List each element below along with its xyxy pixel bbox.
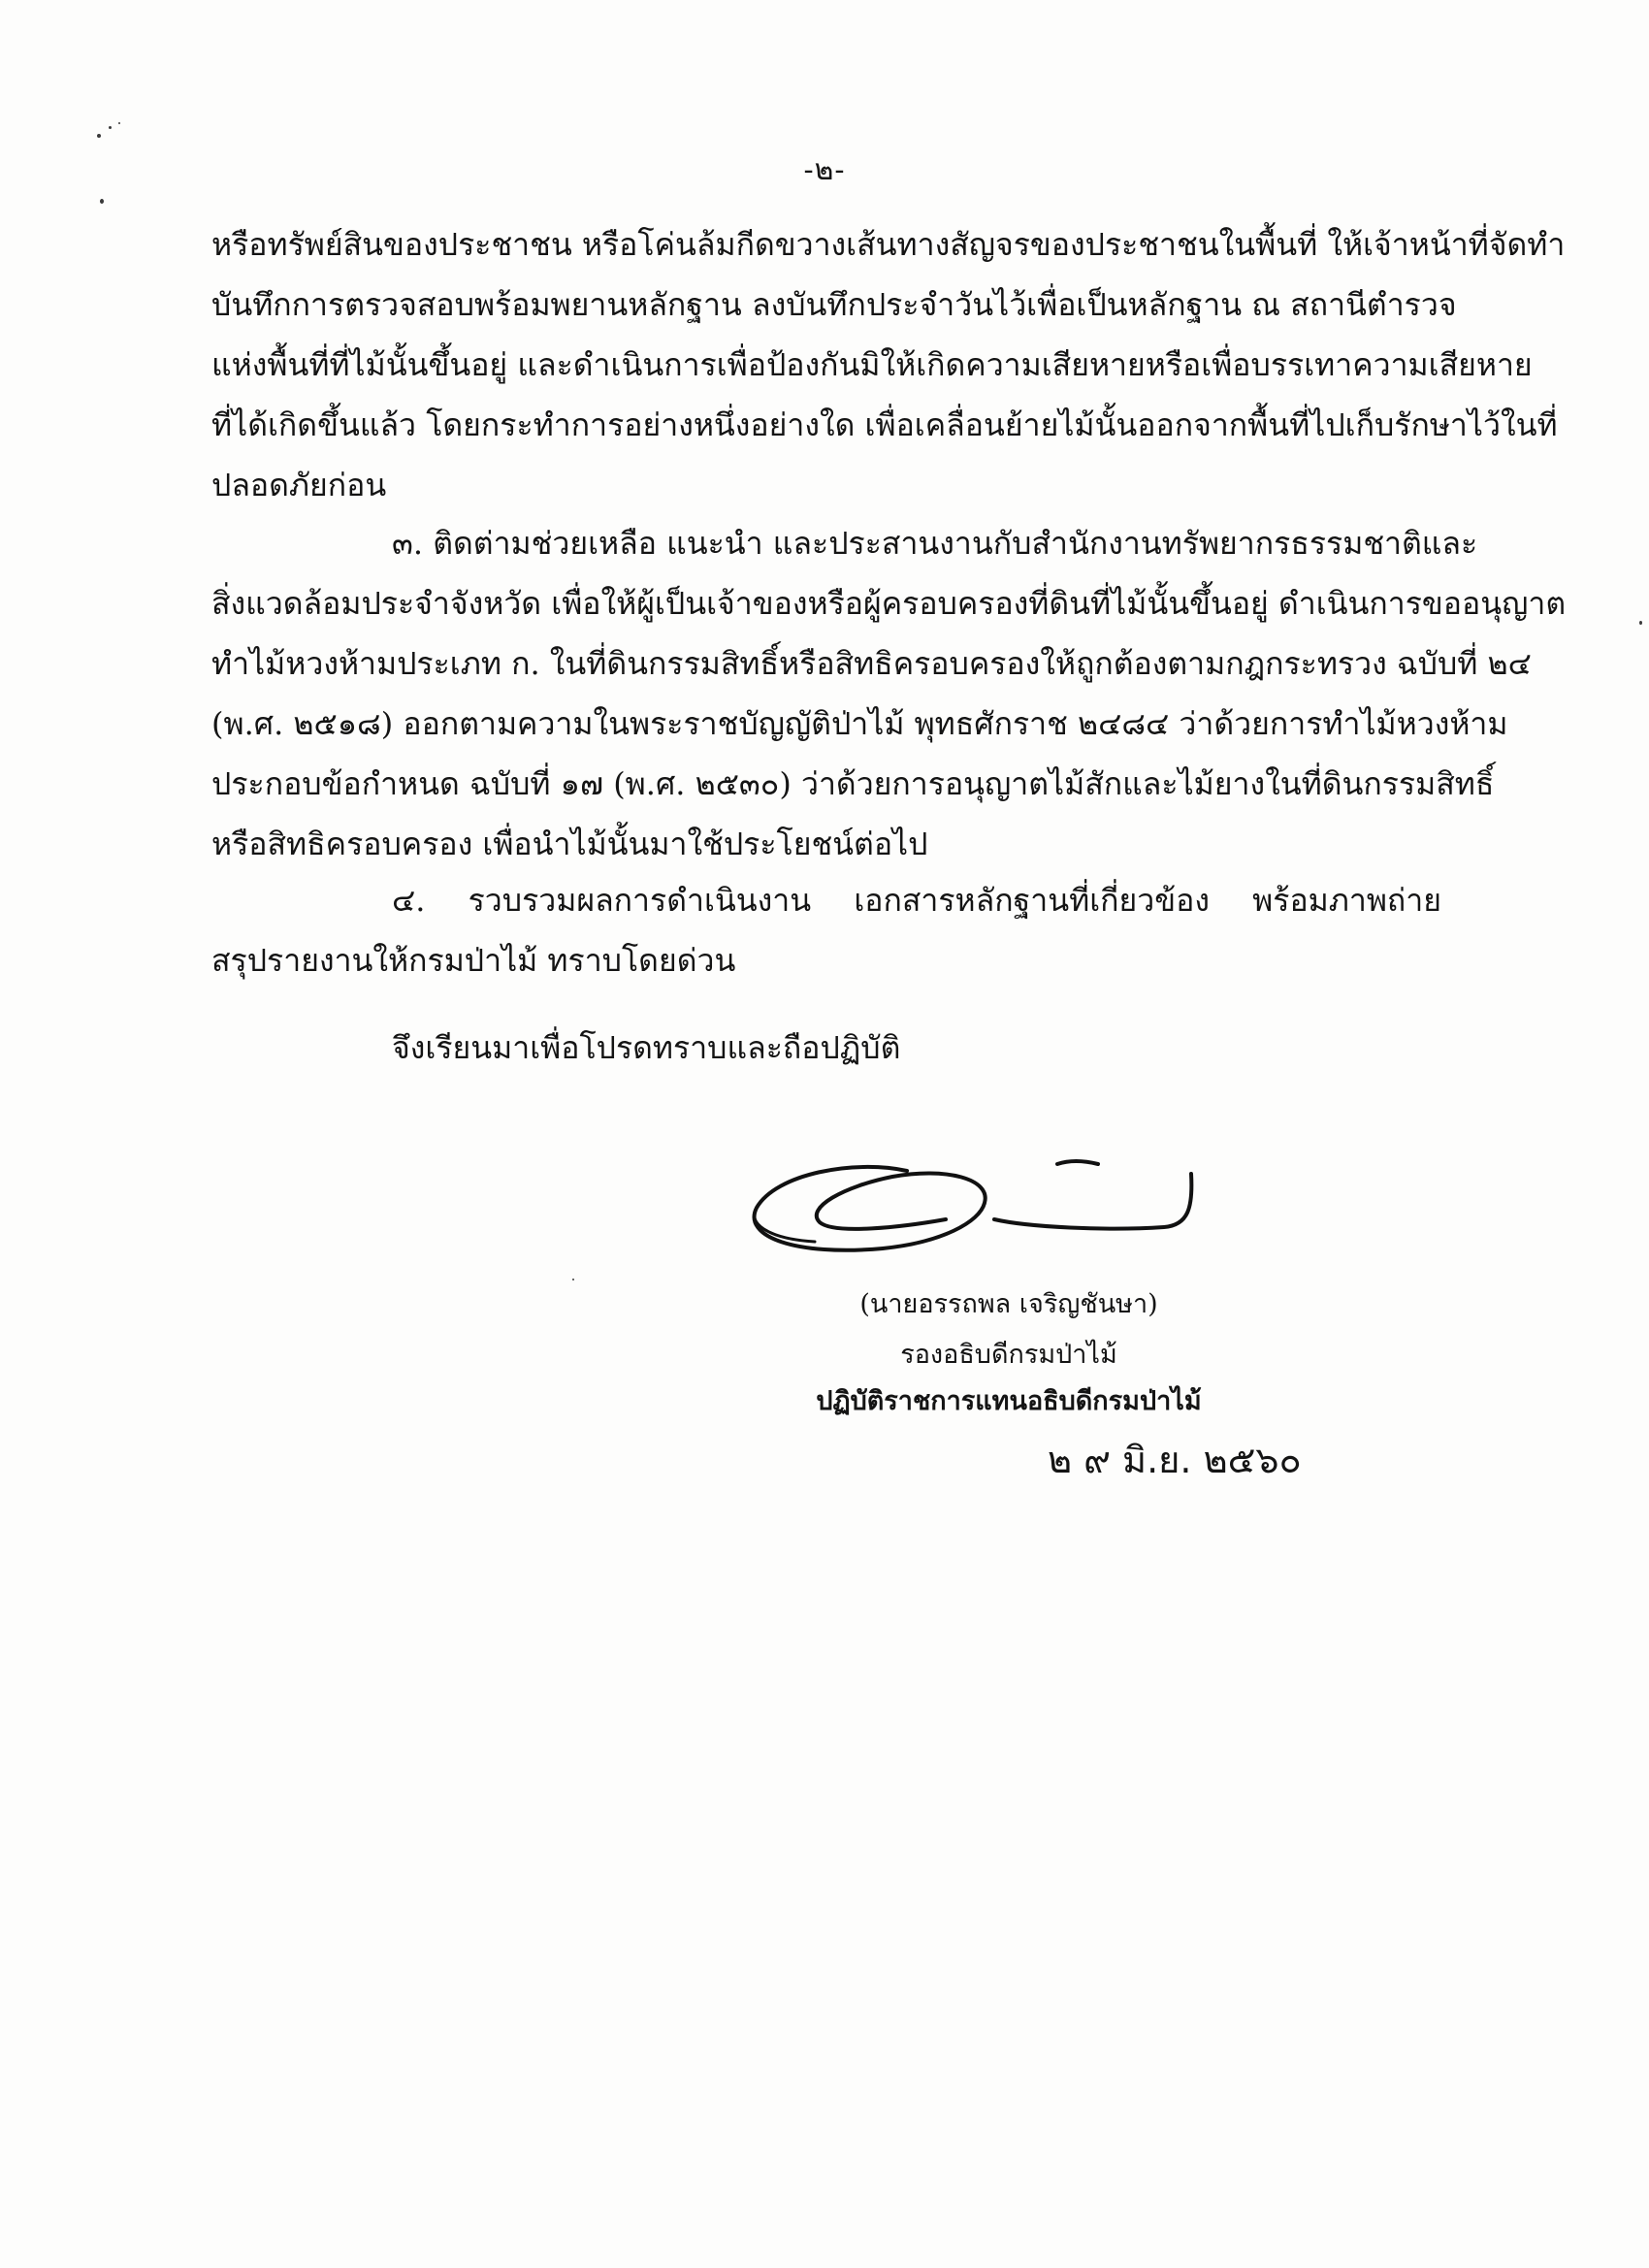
scan-speck [572,1279,574,1280]
scan-speck [97,134,101,138]
paragraph-1-line-1: หรือทรัพย์สินของประชาชน หรือโค่นล้มกีดขวางเส้นทางสัญจรของประชาชนในพื้นที่ ให้เจ้าหน้าที่จัดทำ [211,226,1566,263]
handwritten-signature [737,1130,1203,1285]
paragraph-2-line-5: ประกอบข้อกำหนด ฉบับที่ ๑๗ (พ.ศ. ๒๕๓๐) ว่าด้วยการอนุญาตไม้สักและไม้ยางในที่ดินกรรมสิทธิ์ [211,765,1495,802]
signatory-name: (นายอรรถพล เจริญชันษา) [859,1289,1158,1319]
paragraph-1-line-5: ปลอดภัยก่อน [211,467,387,503]
paragraph-2-line-1: ๓. ติดต่ามช่วยเหลือ แนะนำ และประสานงานกับสำนักงานทรัพยากรธรรมชาติและ [392,525,1478,562]
paragraph-1-line-4: ที่ได้เกิดขึ้นแล้ว โดยกระทำการอย่างหนึ่งอย่างใด เพื่อเคลื่อนย้ายไม้นั้นออกจากพื้นที่ไปเก็บรักษาไว้ในที่ [211,406,1558,443]
page-number: -๒- [803,153,846,187]
closing-line: จึงเรียนมาเพื่อโปรดทราบและถือปฏิบัติ [392,1029,901,1066]
paragraph-1-line-3: แห่งพื้นที่ที่ไม้นั้นขึ้นอยู่ และดำเนินการเพื่อป้องกันมิให้เกิดความเสียหายหรือเพื่อบรรเทาความเสียหาย [211,346,1533,383]
scan-speck [118,122,120,124]
paragraph-2-line-6: หรือสิทธิครอบครอง เพื่อนำไม้นั้นมาใช้ประโยชน์ต่อไป [211,826,928,862]
scan-speck [100,199,104,204]
paragraph-3-line-2: สรุปรายงานให้กรมป่าไม้ ทราบโดยด่วน [211,942,736,979]
paragraph-2-line-4: (พ.ศ. ๒๕๑๘) ออกตามความในพระราชบัญญัติป่าไม้ พุทธศักราช ๒๔๘๔ ว่าด้วยการทำไม้หวงห้าม [211,705,1508,742]
signatory-acting: ปฏิบัติราชการแทนอธิบดีกรมป่าไม้ [816,1386,1202,1416]
signatory-position: รองอธิบดีกรมป่าไม้ [900,1340,1117,1370]
scan-speck [109,126,112,129]
paragraph-1-line-2: บันทึกการตรวจสอบพร้อมพยานหลักฐาน ลงบันทึกประจำวันไว้เพื่อเป็นหลักฐาน ณ สถานีตำรวจ [211,286,1457,323]
paragraph-3-line-1: ๔. รวบรวมผลการดำเนินงาน เอกสารหลักฐานที่เกี่ยวข้อง พร้อมภาพถ่าย [392,882,1441,919]
scan-speck [1639,621,1642,625]
date-stamp: ๒ ๙ มิ.ย. ๒๕๖๐ [1048,1439,1302,1481]
paragraph-2-line-2: สิ่งแวดล้อมประจำจังหวัด เพื่อให้ผู้เป็นเจ้าของหรือผู้ครอบครองที่ดินที่ไม้นั้นขึ้นอยู่ ดำเนินการขออนุญาต [211,585,1567,622]
paragraph-2-line-3: ทำไม้หวงห้ามประเภท ก. ในที่ดินกรรมสิทธิ์หรือสิทธิครอบครองให้ถูกต้องตามกฎกระทรวง ฉบับที่ ๒๔ [211,645,1532,682]
